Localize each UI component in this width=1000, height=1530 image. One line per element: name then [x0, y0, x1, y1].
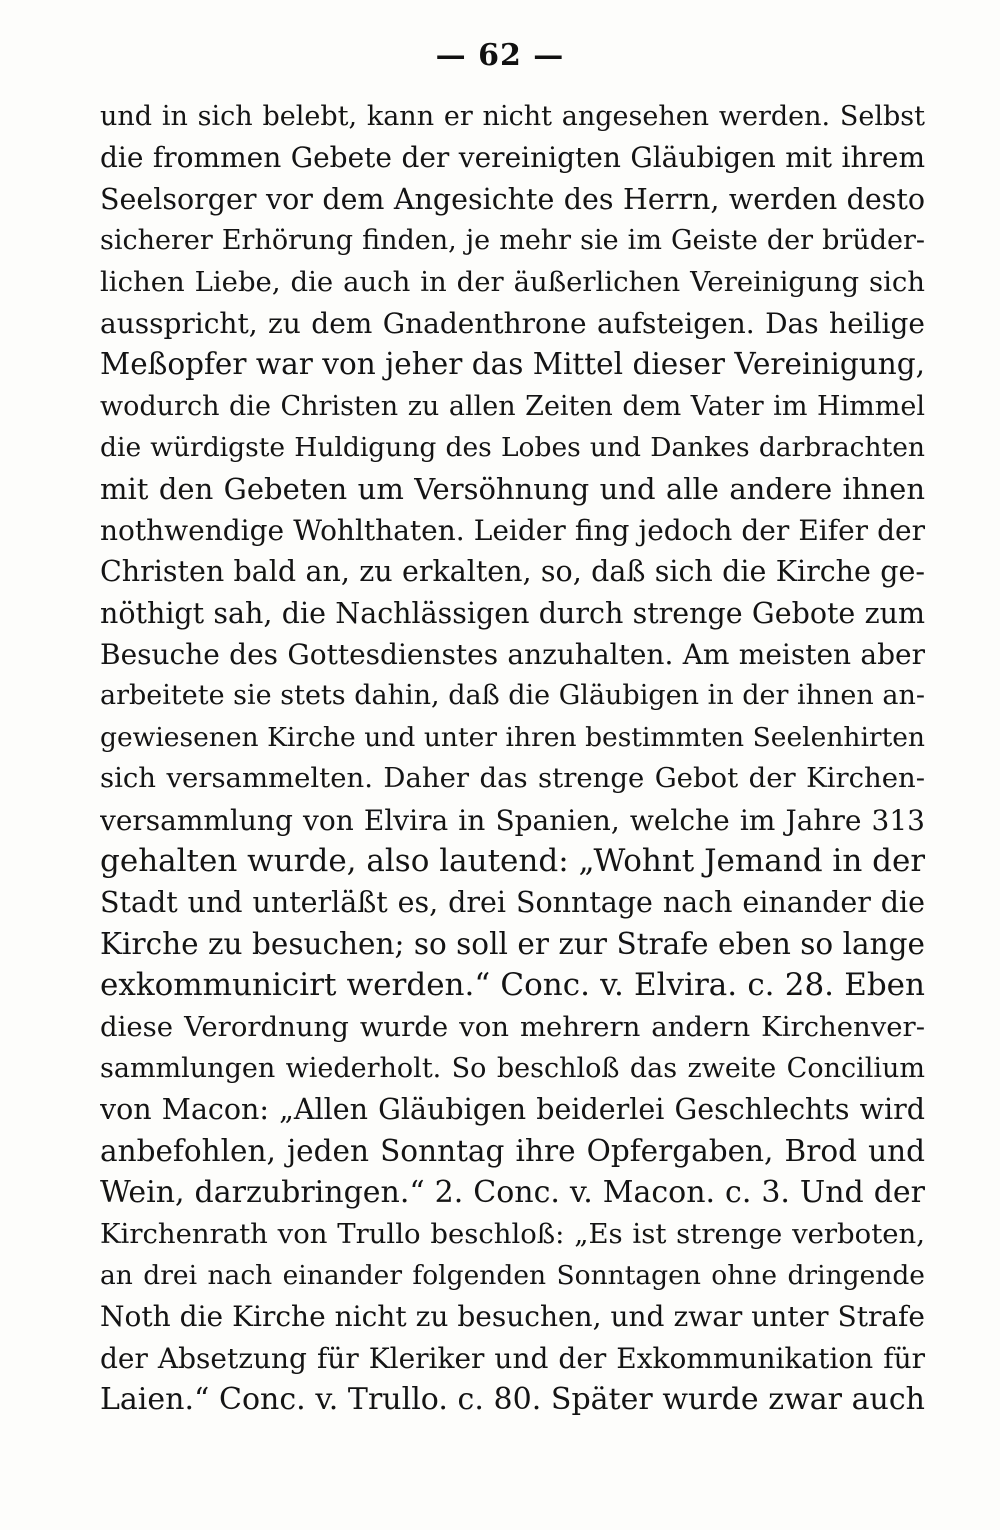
text-line: mit den Gebeten um Versöhnung und alle andere ihnen: [100, 471, 925, 506]
text-line: diese Verordnung wurde von mehrern andern Kirchenver-: [100, 1010, 925, 1043]
text-line: Laien.“ Conc. v. Trullo. c. 80. Später wurde zwar auch: [100, 1382, 925, 1418]
text-line: und in sich belebt, kann er nicht angesehen werden. Selbst: [100, 101, 925, 132]
text-line: Stadt und unterläßt es, drei Sonntage nach einander die: [100, 886, 925, 920]
text-line: ausspricht, zu dem Gnadenthrone aufsteigen. Das heilige: [100, 306, 925, 340]
text-line: sammlungen wiederholt. So beschloß das zweite Concilium: [100, 1052, 925, 1084]
text-line: nothwendige Wohlthaten. Leider fing jedoch der Eifer der: [100, 513, 925, 547]
text-line: nöthigt sah, die Nachlässigen durch strenge Gebote zum: [100, 596, 925, 630]
text-line: die frommen Gebete der vereinigten Gläubigen mit ihrem: [100, 141, 925, 175]
text-line: Seelsorger vor dem Angesichte des Herrn, werden desto: [100, 182, 925, 216]
text-line: sich versammelten. Daher das strenge Gebot der Kirchen-: [100, 762, 925, 795]
text-line: versammlung von Elvira in Spanien, welche im Jahre 313: [100, 803, 925, 837]
text-line: gehalten wurde, also lautend: „Wohnt Jemand in der: [100, 843, 925, 880]
text-line: wodurch die Christen zu allen Zeiten dem Vater im Himmel: [100, 390, 925, 422]
text-line: Wein, darzubringen.“ 2. Conc. v. Macon. c. 3. Und der: [100, 1175, 925, 1211]
text-line: exkommunicirt werden.“ Conc. v. Elvira. c. 28. Eben: [100, 967, 925, 1004]
text-line: Kirche zu besuchen; so soll er zur Strafe eben so lange: [100, 926, 925, 961]
text-line: lichen Liebe, die auch in der äußerlichen Vereinigung sich: [100, 265, 925, 298]
text-line: Christen bald an, zu erkalten, so, daß sich die Kirche ge-: [100, 555, 925, 589]
text-line: Kirchenrath von Trullo beschloß: „Es ist strenge verboten,: [100, 1217, 925, 1250]
text-line: der Absetzung für Kleriker und der Exkommunikation für: [100, 1341, 925, 1375]
text-line: gewiesenen Kirche und unter ihren bestimmten Seelenhirten: [100, 721, 925, 753]
text-line: anbefohlen, jeden Sonntag ihre Opfergaben, Brod und: [100, 1133, 925, 1168]
text-line: Meßopfer war von jeher das Mittel dieser Vereinigung,: [100, 347, 925, 382]
text-line: an drei nach einander folgenden Sonntagen ohne dringende: [100, 1259, 925, 1291]
text-line: von Macon: „Allen Gläubigen beiderlei Geschlechts wird: [100, 1093, 925, 1127]
page-number: — 62 —: [435, 38, 565, 73]
text-line: Besuche des Gottesdienstes anzuhalten. Am meisten aber: [100, 638, 925, 672]
text-line: arbeitete sie stets dahin, daß die Gläubigen in der ihnen an-: [100, 680, 925, 712]
body-text: [100, 96, 925, 1421]
text-line: Noth die Kirche nicht zu besuchen, und zwar unter Strafe: [100, 1300, 925, 1334]
text-line: die würdigste Huldigung des Lobes und Dankes darbrachten: [100, 432, 925, 464]
text-line: sicherer Erhörung finden, je mehr sie im Geiste der brüder-: [100, 225, 925, 257]
